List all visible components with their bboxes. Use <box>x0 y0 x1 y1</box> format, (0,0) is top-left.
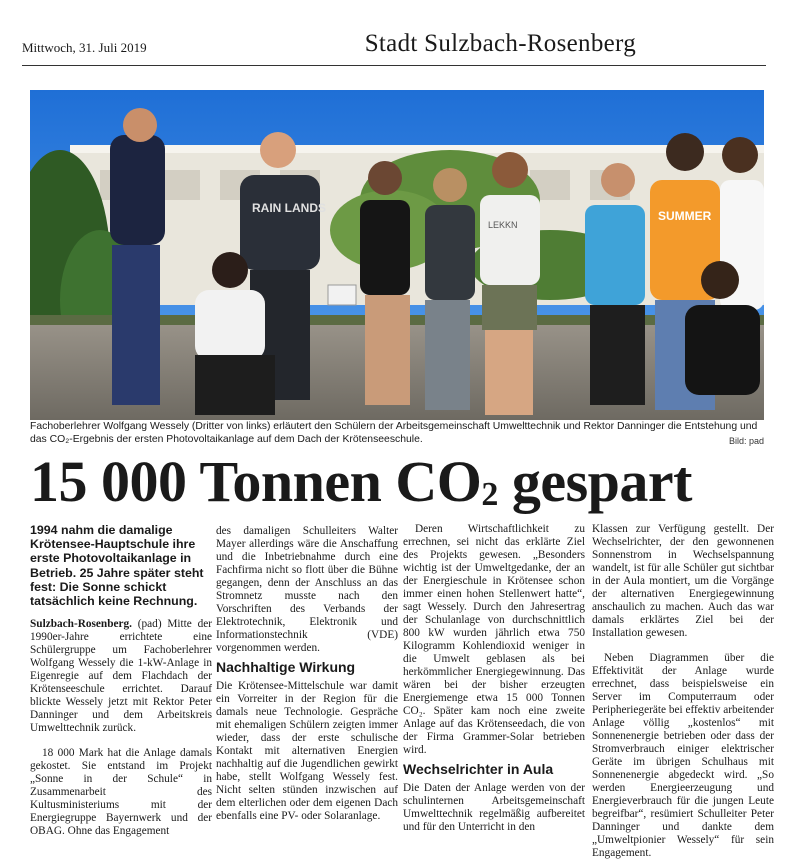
paragraph-7: Klassen zur Verfügung gestellt. Der Wechselrichter, der den gewonnenen Sonnenstrom in Wechselspannung wandelt, ist für alle Schüler gut sichtbar in der Aula montiert, um die Vorgänge der alternativen Energiegewinnung anschaulich zu machen. Auch das war damals erklärtes Ziel bei der Installation gewesen. <box>592 523 774 639</box>
shirt-text-2: SUMMER <box>658 209 712 223</box>
article-lead: 1994 nahm die damalige Krötensee-Hauptschule ihre erste Photovoltaikanlage in Betrieb. 25 Jahre später steht fest: Die Sonne schickt tatsächlich keine Rechnung. <box>30 523 204 609</box>
photo-caption: Fachoberlehrer Wolfgang Wessely (Dritter von links) erläutert den Schülern der Arbeitsgemeinschaft Umwelttechnik und Rektor Danninger die Entstehung und das CO₂-Ergebnis der ersten Photovoltaikanlage auf dem Dach der Krötenseeschule. <box>30 421 758 445</box>
subheading-2: Wechselrichter in Aula <box>403 761 554 777</box>
section-title: Stadt Sulzbach-Rosenberg <box>364 30 636 57</box>
shirt-text-3: LEKKN <box>488 220 518 230</box>
photo-illustration <box>30 90 764 420</box>
paragraph-6: Die Daten der Anlage werden von der schulinternen Arbeitsgemeinschaft Umwelttechnik regelmäßig aufbereitet und für den Unterricht in den <box>403 782 585 833</box>
headline-text-2: gespart <box>497 449 692 514</box>
issue-date: Mittwoch, 31. Juli 2019 <box>22 40 147 55</box>
paragraph-1-text: (pad) Mitte der 1990er-Jahre errichtete eine Schülergruppe um Fachoberlehrer Wolfgang Wessely die 1-kW-Anlage in Eigenregie auf dem Flachdach der Krötenseeschule errichtet. Darauf blickte Wessely jetzt mit Rektor Peter Danninger und dem Arbeitskreis Umwelttechnik zurück. <box>30 618 212 735</box>
paragraph-5: Deren Wirtschaftlichkeit zu errechnen, sei nicht das erklärte Ziel des Projekts gewesen. „Besonders wichtig ist der Umweltgedanke, der an der Energieschule in Krötensee schon immer einen hohen Stellenwert hatte“, sagt Wessely. Durch den Jahresertrag der Schulanlage von durchschnittlich 800 kW wurden jährlich etwa 750 Kilogramm Kohlendioxid weniger in die Umwelt geblasen als bei herkömmlicher Energiegewinnung. Das wären bei der bisher erzeugten Energiemenge etwa 15 000 Tonnen CO₂. Später kam noch eine zweite Anlage auf das Krötenseedach, die von der Firma Grammer-Solar betrieben wird. <box>403 523 585 756</box>
article-photo <box>30 90 764 420</box>
header-rule <box>22 65 766 66</box>
article-headline <box>30 450 692 527</box>
paragraph-3: des damaligen Schulleiters Walter Mayer allerdings wäre die Anschaffung und die Inbetriebnahme durch eine Fachfirma nicht so flott über die Bühne gegangen, denn der Anschluss an das Stromnetz musste nach den Vorschriften des Verbands der Elektrotechnik, Elektronik und Informationstechnik (VDE) vorgenommen werden. <box>216 525 398 654</box>
article-column-1 <box>30 523 212 838</box>
photo-credit: Bild: pad <box>728 436 764 446</box>
shirt-text-1: RAIN LANDS <box>252 201 326 215</box>
paragraph-4: Die Krötensee-Mittelschule war damit ein Vorreiter in der Region für die damals neue Technologie. Gespräche mit ehemaligen Schülern zeigten immer wieder, dass der erste schulische Kontakt mit alternativen Energien nachhaltig auf die Jugendlichen gewirkt habe, stellt Wolfgang Wessely fest. Nicht selten stünden inzwischen auf dem elterlichen oder dem eigenen Dach ebenfalls eine PV- oder Solaranlage. <box>216 680 398 822</box>
article-column-2 <box>216 525 398 823</box>
paragraph-1 <box>30 618 212 735</box>
article-column-4 <box>592 523 774 860</box>
page-header <box>22 28 766 68</box>
dateline: Sulzbach-Rosenberg. <box>30 618 132 631</box>
subheading-1: Nachhaltige Wirkung <box>216 659 356 675</box>
headline-subscript: 2 <box>481 476 498 513</box>
headline-text-1: 15 000 Tonnen CO <box>30 449 482 514</box>
article-column-3 <box>403 523 585 834</box>
paragraph-8: Neben Diagrammen über die Effektivität der Anlage wurde errechnet, dass beispielsweise ein Server im Computerraum oder Peripheriegeräte bei effektiv arbeitender Anlage völlig „kostenlos“ mit Sonnenenergie betrieben oder dass der Stromverbrauch einiger elektrischer Geräte im übrigen Schulhaus mit Sonnenenergie abgedeckt wird. „So werden Energieerzeugung und Energieverbrauch für die jungen Leute begreifbar“, resümiert Schulleiter Peter Danninger und dankte dem „Umweltpionier Wessely“ für sein Engagement. <box>592 652 775 859</box>
paragraph-2: 18 000 Mark hat die Anlage damals gekostet. Sie entstand im Projekt „Sonne in der Schule“ in Zusammenarbeit des Kultusministeriums mit der Energiegruppe Bayernwerk und der OBAG. Ohne das Engagement <box>30 747 212 838</box>
